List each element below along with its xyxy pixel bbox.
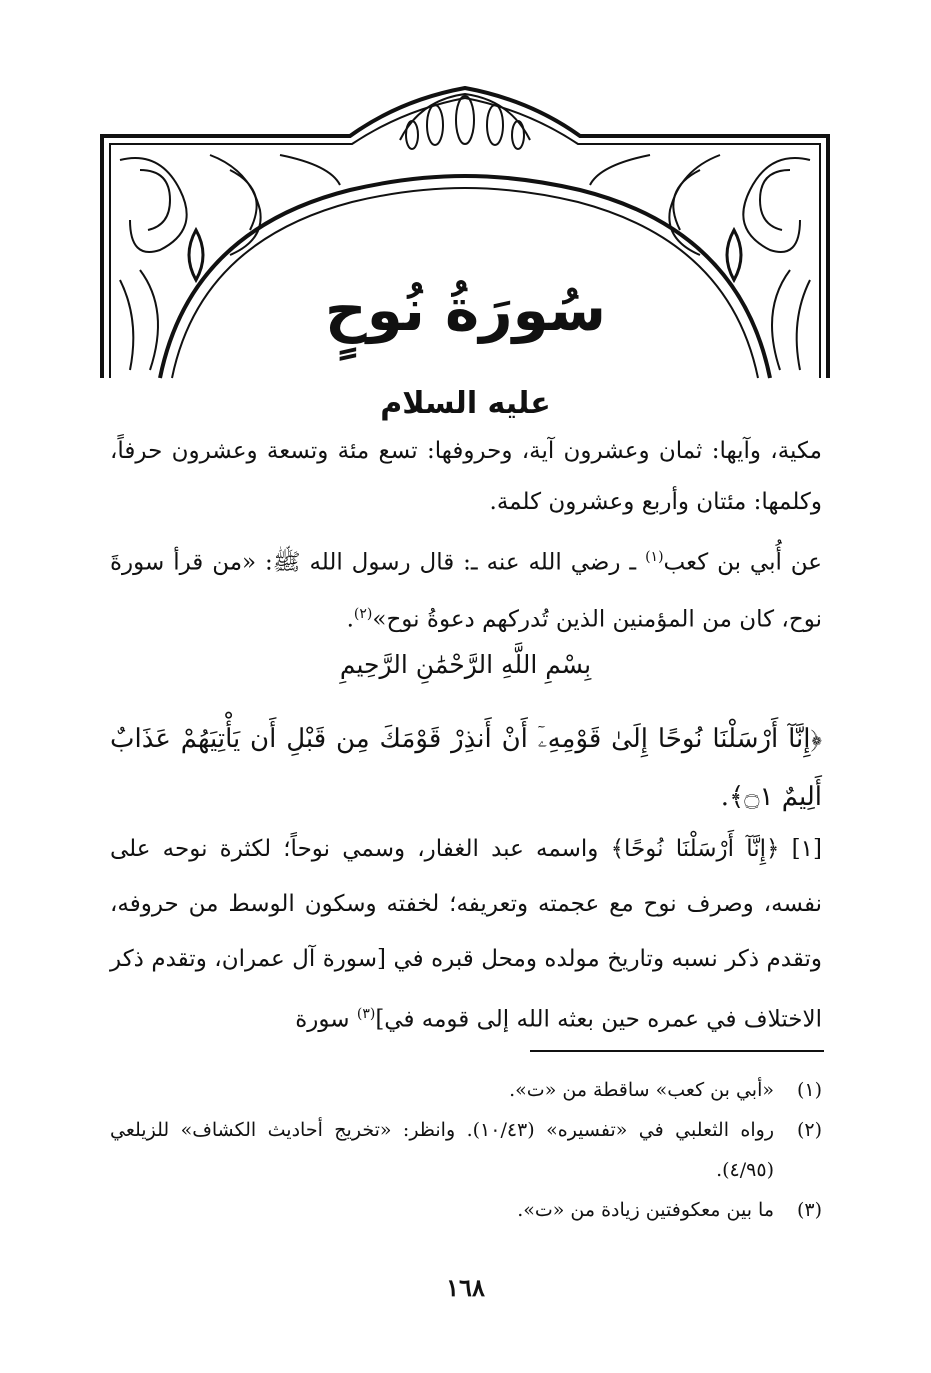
footnote-text: «أبي بن كعب» ساقطة من «ت». bbox=[509, 1079, 774, 1101]
tafsir-text: [١] ﴿إِنَّآ أَرْسَلْنَا نُوحًا﴾ واسمه عبد الغفار، وسمي نوحاً؛ لكثرة نوحه على نفسه، وصرف نوح مع عجمته وتعريفه؛ لخفته وسكون الوسط من حروفه، وتقدم ذكر نسبه وتاريخ مولده ومحل قبره في [سورة آل عمران، وتقدم ذكر الاختلاف في عمره حين بعثه الله إلى قومه في] bbox=[110, 836, 822, 1033]
footnote-ref-2: (٢) bbox=[353, 605, 373, 622]
footnote bbox=[110, 1110, 822, 1190]
footnote bbox=[110, 1070, 822, 1110]
footnote-text: رواه الثعلبي في «تفسيره» (١٠/٤٣). وانظر: «تخريج أحاديث الكشاف» للزيلعي (٤/٩٥). bbox=[110, 1119, 775, 1181]
hadith-text: . bbox=[346, 606, 354, 633]
basmala: بِسْمِ اللَّهِ الرَّحْمَٰنِ الرَّحِيمِ bbox=[339, 650, 592, 679]
tafsir-paragraph bbox=[110, 822, 822, 1048]
hadith-text: ـ رضي الله عنه ـ: قال رسول الله ﷺ: «من قرأ سورةَ نوح، كان من المؤمنين الذين تُدركهم دعوةُ نوح» bbox=[110, 549, 822, 633]
footnote-number: (٢) bbox=[796, 1119, 822, 1141]
footnote bbox=[110, 1190, 822, 1230]
surah-intro: مكية، وآيها: ثمان وعشرون آية، وحروفها: تسع مئة وتسعة وعشرون حرفاً، وكلمها: مئتان وأربع وعشرون كلمة. bbox=[110, 438, 822, 515]
footnotes bbox=[110, 1070, 822, 1230]
tafsir-text: سورة bbox=[295, 1006, 357, 1033]
hadith-paragraph bbox=[110, 532, 822, 645]
footnote-number: (١) bbox=[796, 1079, 822, 1101]
footnote-text: ما بين معكوفتين زيادة من «ت». bbox=[517, 1199, 774, 1221]
surah-subtitle: عليه السلام bbox=[380, 386, 551, 421]
footnote-number: (٣) bbox=[796, 1199, 822, 1221]
quran-verse: ﴿إِنَّآ أَرْسَلْنَا نُوحًا إِلَىٰ قَوْمِهِۦٓ أَنْ أَنذِرْ قَوْمَكَ مِن قَبْلِ أَن يَأْتِيَهُمْ عَذَابٌ أَلِيمٌ ۝١﴾. bbox=[110, 724, 822, 812]
footnote-separator bbox=[530, 1050, 824, 1052]
footnote-ref-1: (١) bbox=[645, 549, 664, 565]
surah-title: سُورَةُ نُوحٍ bbox=[324, 276, 607, 344]
hadith-text: عن أُبي بن كعب bbox=[663, 549, 822, 576]
page-number: ١٦٨ bbox=[446, 1273, 485, 1302]
footnote-ref-3: (٣) bbox=[356, 1006, 376, 1022]
